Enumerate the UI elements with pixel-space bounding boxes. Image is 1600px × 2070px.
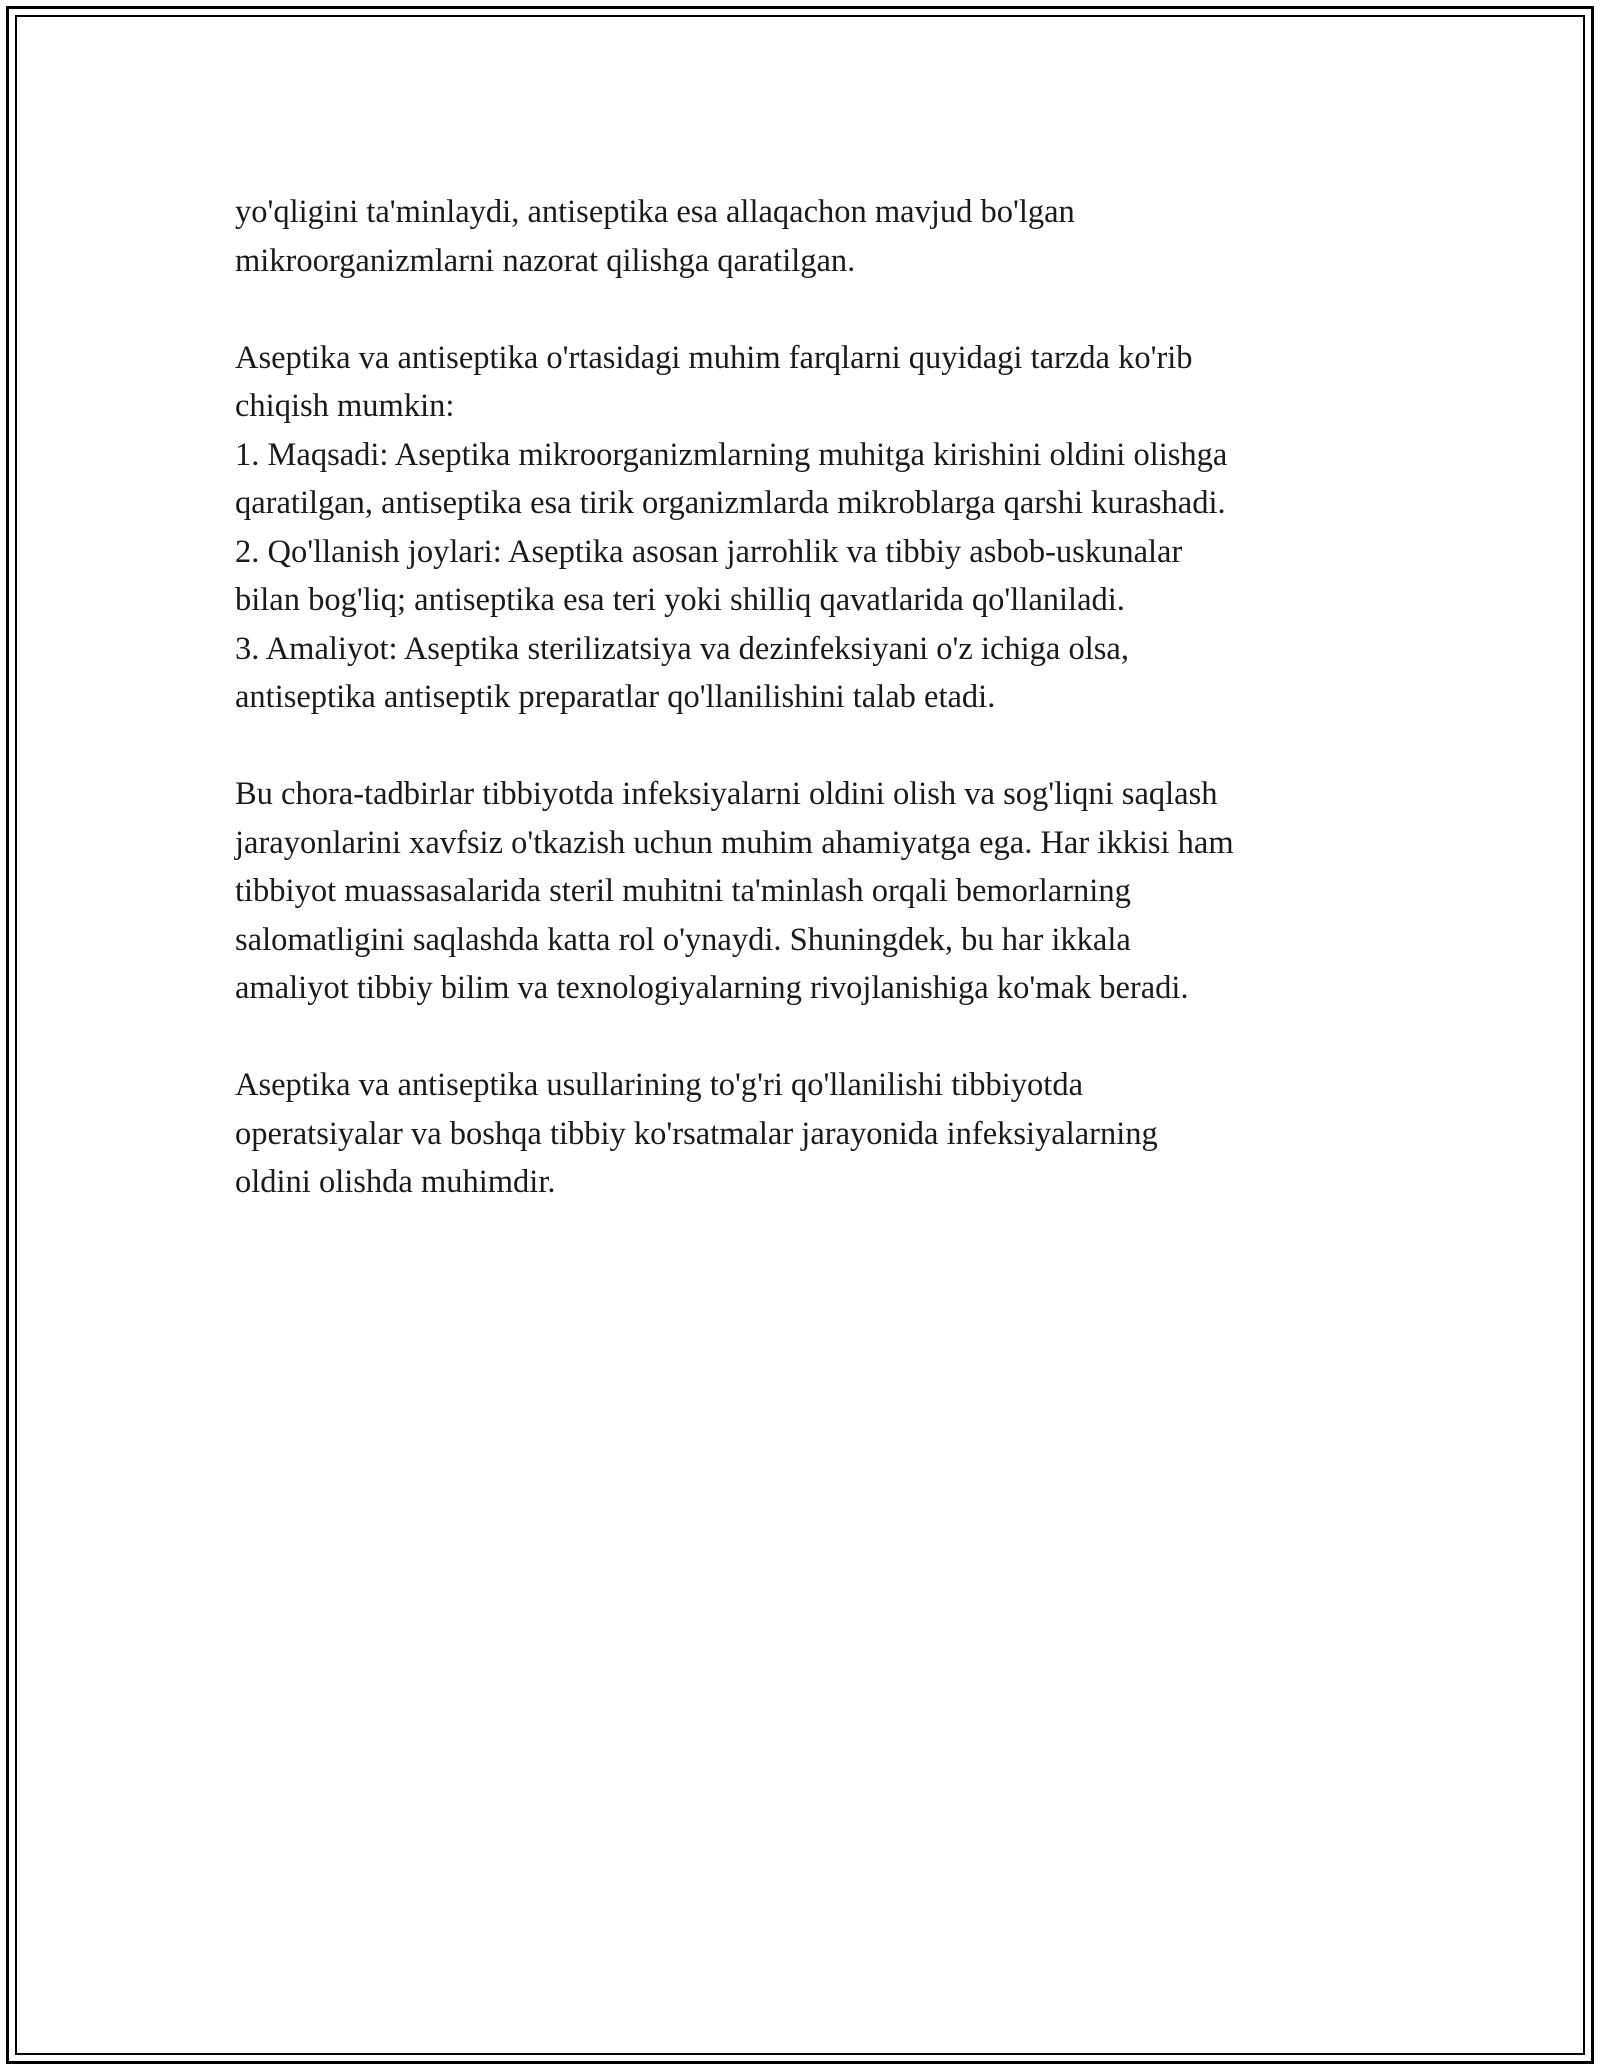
paragraph-differences [235, 334, 1415, 722]
paragraph-intro [235, 188, 1415, 285]
text-line: yo'qligini ta'minlaydi, antiseptika esa allaqachon mavjud bo'lgan [235, 194, 1075, 230]
text-line: mikroorganizmlarni nazorat qilishga qaratilgan. [235, 242, 856, 279]
text-line: 3. Amaliyot: Aseptika sterilizatsiya va dezinfeksiyani o'z ichiga olsa, [235, 630, 1129, 667]
text-line: salomatligini saqlashda katta rol o'ynaydi. Shuningdek, bu har ikkala [235, 921, 1131, 958]
text-line: 1. Maqsadi: Aseptika mikroorganizmlarning muhitga kirishini oldini olishga [235, 436, 1228, 473]
paragraph-importance [235, 770, 1415, 1013]
text-line: operatsiyalar va boshqa tibbiy ko'rsatmalar jarayonida infeksiyalarning [235, 1115, 1158, 1152]
text-line: Aseptika va antiseptika usullarining to'g'ri qo'llanilishi tibbiyotda [235, 1067, 1083, 1103]
paragraph-conclusion [235, 1061, 1415, 1207]
text-line: jarayonlarini xavfsiz o'tkazish uchun muhim ahamiyatga ega. Har ikkisi ham [235, 824, 1234, 861]
text-line: 2. Qo'llanish joylari: Aseptika asosan jarrohlik va tibbiy asbob-uskunalar [235, 533, 1183, 570]
text-line: bilan bog'liq; antiseptika esa teri yoki shilliq qavatlarida qo'llaniladi. [235, 582, 1125, 618]
text-line: oldini olishda muhimdir. [235, 1164, 556, 1200]
text-line: Bu chora-tadbirlar tibbiyotda infeksiyalarni oldini olish va sog'liqni saqlash [235, 776, 1218, 812]
text-line: qaratilgan, antiseptika esa tirik organizmlarda mikroblarga qarshi kurashadi. [235, 485, 1226, 521]
document-body [235, 188, 1415, 1255]
text-line: antiseptika antiseptik preparatlar qo'llanilishini talab etadi. [235, 679, 996, 715]
text-line: tibbiyot muassasalarida steril muhitni ta'minlash orqali bemorlarning [235, 873, 1131, 909]
text-line: Aseptika va antiseptika o'rtasidagi muhim farqlarni quyidagi tarzda ko'rib [235, 339, 1193, 376]
text-line: amaliyot tibbiy bilim va texnologiyalarning rivojlanishiga ko'mak beradi. [235, 970, 1189, 1006]
text-line: chiqish mumkin: [235, 388, 455, 424]
